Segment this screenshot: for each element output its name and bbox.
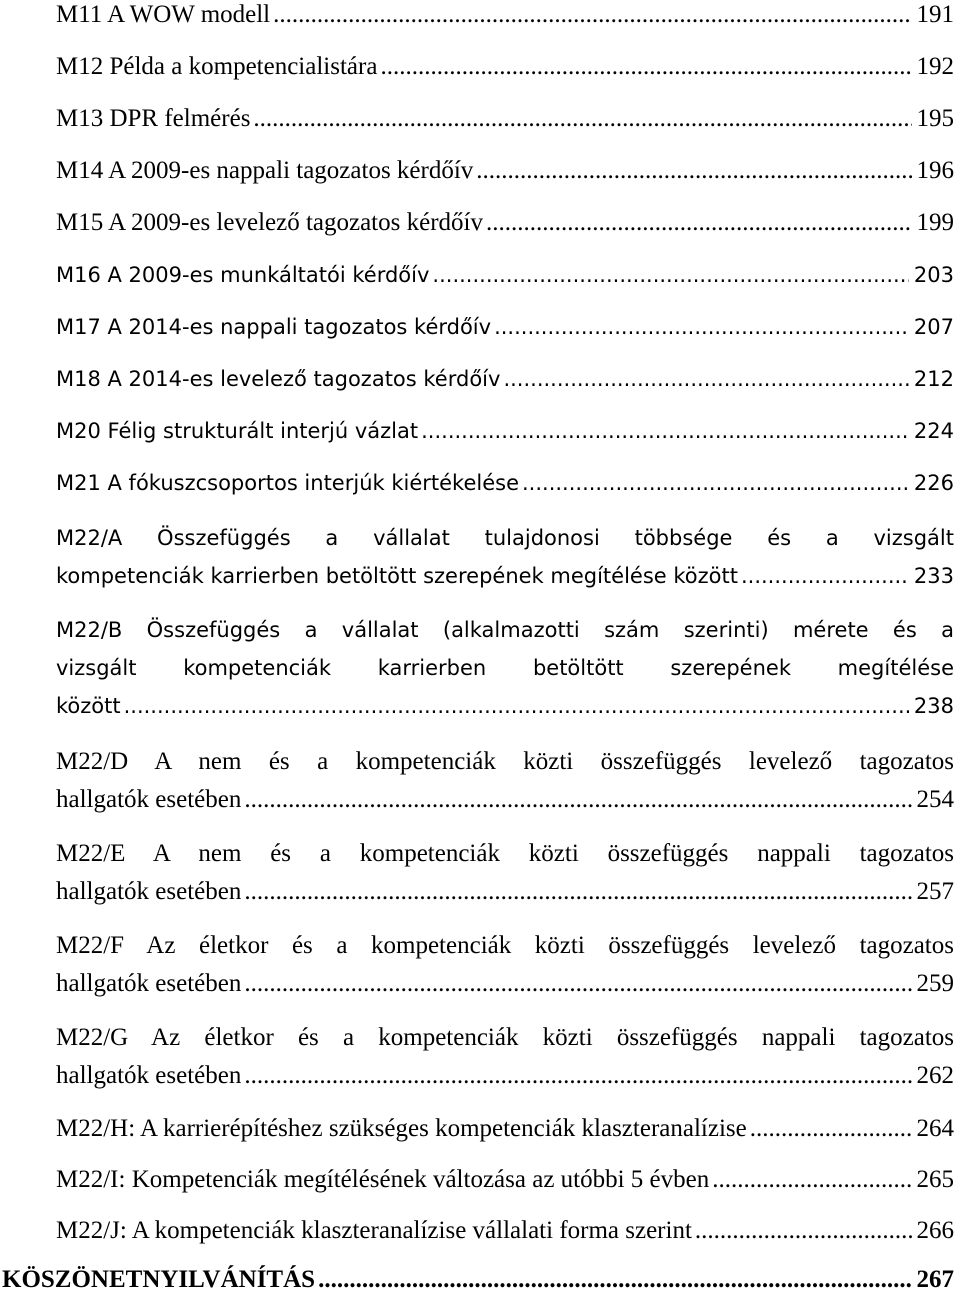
toc-page-number: 203: [913, 263, 954, 287]
toc-entry-title-continued: vizsgált kompetenciák karrierben betöltött szerepének megítélése: [56, 656, 954, 680]
toc-page-number: 196: [916, 157, 954, 184]
toc-entry-m12[interactable]: [56, 48, 954, 86]
toc-entry-title-continued: között: [56, 694, 121, 718]
toc-entry-m13[interactable]: [56, 100, 954, 138]
dot-leader: [522, 464, 909, 502]
toc-page-number: 199: [916, 209, 954, 236]
dot-leader: [750, 1110, 912, 1148]
toc-page-number: 265: [916, 1166, 954, 1193]
toc-entry-title: M22/G Az életkor és a kompetenciák közti összefüggés nappali tagozatos: [56, 1024, 954, 1051]
dot-leader: [503, 360, 908, 398]
toc-page-number: 254: [916, 786, 954, 813]
toc-entry-m14[interactable]: [56, 152, 954, 190]
dot-leader: [741, 557, 909, 595]
toc-page-number: 192: [916, 53, 954, 80]
dot-leader: [253, 100, 911, 138]
toc-entry-title: M18 A 2014-es levelező tagozatos kérdőív: [56, 367, 501, 391]
toc-entry-m22b[interactable]: [56, 611, 954, 725]
toc-entry-m22j[interactable]: [56, 1212, 954, 1250]
dot-leader: [432, 256, 908, 294]
toc-entry-m18[interactable]: [56, 360, 954, 398]
toc-entry-m22e[interactable]: [56, 835, 954, 911]
toc-page-number: 226: [913, 471, 954, 495]
toc-page-number: 257: [916, 878, 954, 905]
toc-entry-title: M12 Példa a kompetencialistára: [56, 53, 378, 80]
dot-leader: [273, 0, 911, 34]
toc-entry-title: M22/E A nem és a kompetenciák közti összefüggés nappali tagozatos: [56, 840, 954, 867]
toc-page-number: 266: [916, 1217, 954, 1244]
dot-leader: [380, 48, 911, 86]
toc-entry-title: M14 A 2009-es nappali tagozatos kérdőív: [56, 157, 474, 184]
dot-leader: [712, 1161, 911, 1199]
toc-page-number: 238: [913, 694, 954, 718]
toc-page-number: 259: [916, 970, 954, 997]
dot-leader: [244, 781, 911, 819]
toc-page-number: 262: [916, 1062, 954, 1089]
toc-entry-acknowledgements[interactable]: [2, 1261, 954, 1299]
toc-page-number: 207: [913, 315, 954, 339]
toc-entry-title-continued: hallgatók esetében: [56, 1062, 242, 1089]
dot-leader: [486, 204, 912, 242]
toc-entry-m22g[interactable]: [56, 1019, 954, 1095]
toc-entry-title: M22/H: A karrierépítéshez szükséges kompetenciák klaszteranalízise: [56, 1115, 747, 1142]
dot-leader: [244, 965, 911, 1003]
toc-entry-title: M22/F Az életkor és a kompetenciák közti összefüggés levelező tagozatos: [56, 932, 954, 959]
toc-entry-title: M17 A 2014-es nappali tagozatos kérdőív: [56, 315, 492, 339]
dot-leader: [244, 873, 911, 911]
toc-page-number: 267: [916, 1266, 954, 1293]
toc-entry-m11[interactable]: [56, 0, 954, 34]
toc-entry-title: M13 DPR felmérés: [56, 105, 251, 132]
toc-entry-title: KÖSZÖNETNYILVÁNÍTÁS: [2, 1266, 316, 1293]
toc-entry-m22h[interactable]: [56, 1110, 954, 1148]
toc-entry-title-continued: kompetenciák karrierben betöltött szerepének megítélése között: [56, 564, 738, 588]
toc-entry-m16[interactable]: [56, 256, 954, 294]
toc-entry-title-continued: hallgatók esetében: [56, 786, 242, 813]
toc-entry-title: M11 A WOW modell: [56, 1, 271, 28]
dot-leader: [494, 308, 909, 346]
toc-entry-title: M21 A fókuszcsoportos interjúk kiértékelése: [56, 471, 519, 495]
toc-entry-title: M16 A 2009-es munkáltatói kérdőív: [56, 263, 430, 287]
toc-entry-title: M22/J: A kompetenciák klaszteranalízise vállalati forma szerint: [56, 1217, 692, 1244]
toc-entry-title-continued: hallgatók esetében: [56, 970, 242, 997]
toc-page-number: 264: [916, 1115, 954, 1142]
toc-entry-title: M20 Félig strukturált interjú vázlat: [56, 419, 419, 443]
toc-entry-m22i[interactable]: [56, 1161, 954, 1199]
toc-entry-title-continued: hallgatók esetében: [56, 878, 242, 905]
toc-page-number: 224: [913, 419, 954, 443]
dot-leader: [421, 412, 909, 450]
dot-leader: [124, 687, 909, 725]
toc-entry-m22a[interactable]: [56, 519, 954, 595]
toc-page-number: 212: [913, 367, 954, 391]
toc-entry-title: M22/I: Kompetenciák megítélésének változása az utóbbi 5 évben: [56, 1166, 710, 1193]
toc-entry-title: M22/D A nem és a kompetenciák közti összefüggés levelező tagozatos: [56, 748, 954, 775]
toc-entry-title: M22/B Összefüggés a vállalat (alkalmazotti szám szerinti) mérete és a: [56, 618, 954, 642]
toc-entry-m17[interactable]: [56, 308, 954, 346]
dot-leader: [695, 1212, 912, 1250]
toc-entry-m22d[interactable]: [56, 743, 954, 819]
toc-entry-m15[interactable]: [56, 204, 954, 242]
toc-entry-title: M22/A Összefüggés a vállalat tulajdonosi többsége és a vizsgált: [56, 526, 954, 550]
toc-entry-title: M15 A 2009-es levelező tagozatos kérdőív: [56, 209, 483, 236]
toc-page-number: 191: [916, 1, 954, 28]
toc-page-number: 195: [916, 105, 954, 132]
toc-page-number: 233: [913, 564, 954, 588]
dot-leader: [476, 152, 911, 190]
toc-entry-m21[interactable]: [56, 464, 954, 502]
toc-entry-m20[interactable]: [56, 412, 954, 450]
dot-leader: [244, 1057, 911, 1095]
toc-entry-m22f[interactable]: [56, 927, 954, 1003]
dot-leader: [318, 1261, 911, 1299]
